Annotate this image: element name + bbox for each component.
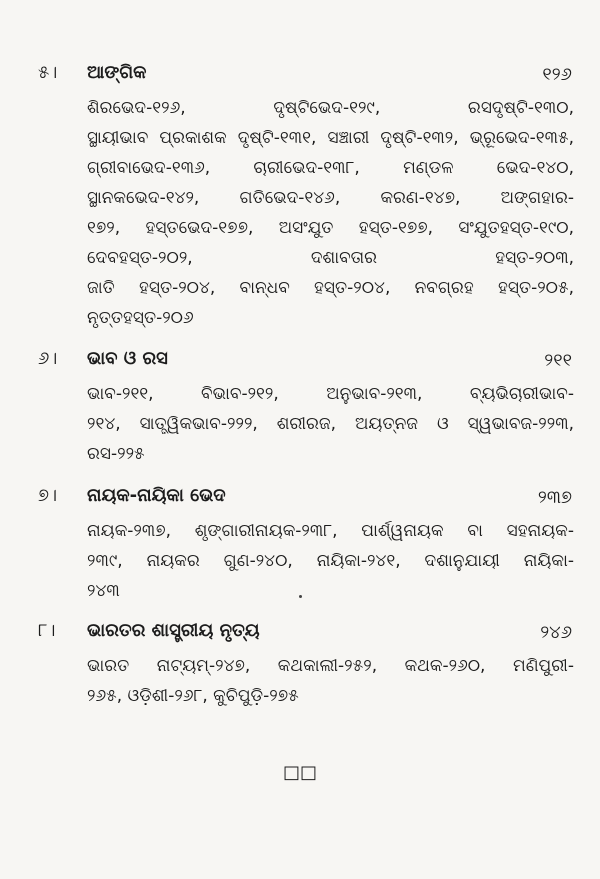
section-number: ୫। (38, 62, 58, 83)
section-title: ଆଙ୍ଗିକ (87, 62, 147, 83)
ink-dot (299, 595, 302, 598)
section-entry-line: ୧୭୨, ହସ୍ତଭେଦ-୧୭୭, ଅସଂଯୁତ ହସ୍ତ-୧୭୭, ସଂଯୁତହସ୍ତ-୧୯୦, (87, 218, 574, 238)
section-page-number: ୧୨୬ (542, 64, 572, 85)
section-title: ଭାରତର ଶାସ୍ତ୍ରୀୟ ନୃତ୍ୟ (87, 620, 260, 641)
section-entry-line: ଭାବ-୨୧୧, ବିଭାବ-୨୧୨, ଅନୁଭାବ-୨୧୩, ବ୍ୟଭିଚାରୀଭାବ- (87, 384, 574, 404)
section-page-number: ୨୧୧ (544, 350, 572, 371)
section-entry-line: ୨୩୯, ନାୟକର ଗୁଣ-୨୪୦, ନାୟିକା-୨୪୧, ଦଶାନୁଯାୟୀ ନାୟିକା- (87, 551, 574, 571)
section-title: ନାୟକ-ନାୟିକା ଭେଦ (87, 485, 226, 506)
section-entry-line: ନାୟକ-୨୩୭, ଶୃଙ୍ଗାରୀନାୟକ-୨୩୮, ପାର୍ଶ୍ୱନାୟକ ବା ସହନାୟକ- (87, 521, 574, 541)
section-entry-line: ସ୍ଥାନକଭେଦ-୧୪୨, ଗତିଭେଦ-୧୪୬, କରଣ-୧୪୭, ଅଙ୍ଗହାର- (87, 188, 574, 208)
section-page-number: ୨୩୭ (537, 487, 572, 508)
section-entry-line: ନୃତ୍ତହସ୍ତ-୨୦୬ (87, 308, 194, 328)
section-entry-line: ଗ୍ରୀବାଭେଦ-୧୩୬, ଚାରୀଭେଦ-୧୩୮, ମଣ୍ଡଳ ଭେଦ-୧୪୦, (87, 158, 574, 178)
section-number: ୮। (38, 620, 56, 641)
section-entry-line: ଜାତି ହସ୍ତ-୨୦୪, ବାନ୍ଧବ ହସ୍ତ-୨୦୪, ନବଗ୍ରହ ହସ୍ତ-୨୦୫, (87, 278, 574, 298)
section-entry-line: ଶିରଭେଦ-୧୨୬, ଦୃଷ୍ଟିଭେଦ-୧୨୯, ରସଦୃଷ୍ଟି-୧୩୦, (87, 98, 574, 118)
section-entry-line: ଦେବହସ୍ତ-୨୦୨, ଦଶାବତାର ହସ୍ତ-୨୦୩, (87, 248, 574, 268)
end-ornament: □□ (283, 762, 318, 783)
section-entry-line: ସ୍ଥାୟୀଭାବ ପ୍ରକାଶକ ଦୃଷ୍ଟି-୧୩୧, ସଞ୍ଚାରୀ ଦୃଷ୍ଟି-୧୩୨, ଭ୍ରୂଭେଦ-୧୩୫, (87, 128, 574, 148)
section-page-number: ୨୪୬ (540, 622, 572, 643)
section-entry-line: ରସ-୨୨୫ (87, 444, 145, 464)
section-entry-line: ଭାରତ ନାଟ୍ୟମ୍-୨୪୭, କଥକାଲୀ-୨୫୨, କଥକ-୨୬୦, ମଣିପୁରୀ- (87, 656, 574, 676)
section-number: ୬। (38, 348, 58, 369)
section-title: ଭାବ ଓ ରସ (87, 348, 168, 369)
section-number: ୭। (38, 485, 58, 506)
section-entry-line: ୨୬୫, ଓଡ଼ିଶୀ-୨୬୮, କୁଚିପୁଡ଼ି-୨୭୫ (87, 686, 299, 706)
section-entry-line: ୨୪୩ (87, 581, 120, 601)
section-entry-line: ୨୧୪, ସାତ୍ତ୍ୱିକଭାବ-୨୨୨, ଶରୀରଜ, ଅୟତ୍ନଜ ଓ ସ୍ୱଭାବଜ-୨୨୩, (87, 414, 574, 434)
